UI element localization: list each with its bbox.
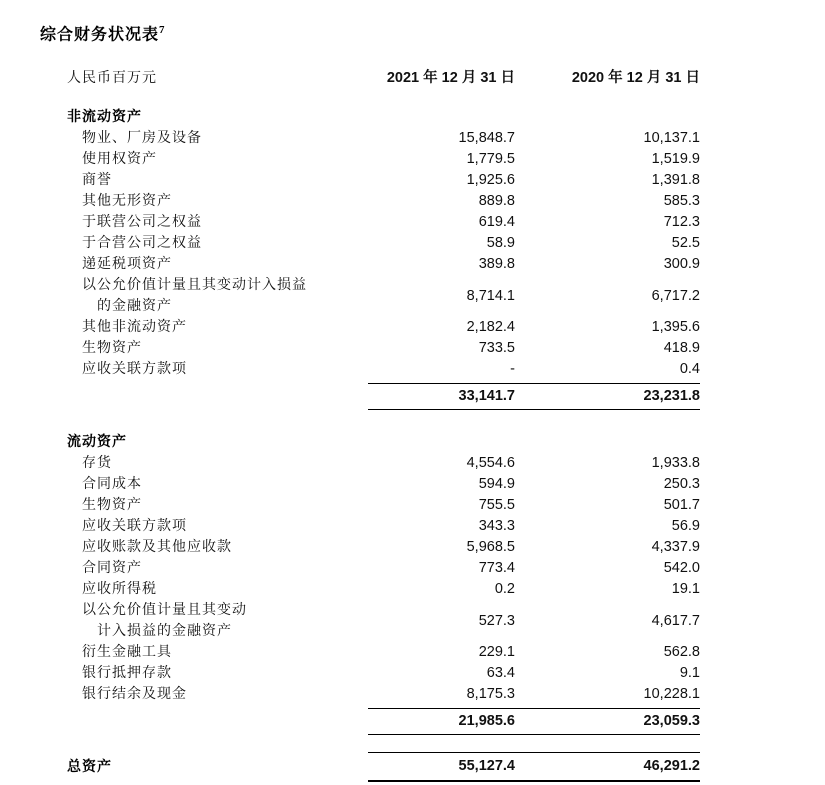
table-row <box>40 600 825 642</box>
table-row <box>40 663 825 684</box>
table-row <box>40 212 825 233</box>
row-label: 生物资产 <box>82 498 142 514</box>
row-label <box>40 600 368 642</box>
table-row <box>40 558 825 579</box>
value-2020: 250.3 <box>663 476 700 493</box>
page-title-text: 综合财务状况表 <box>40 26 160 44</box>
value-2021: 389.8 <box>478 256 515 273</box>
value-2021: 4,554.6 <box>466 455 515 472</box>
value-2020: 4,337.9 <box>651 539 700 556</box>
row-label: 物业、厂房及设备 <box>82 131 202 147</box>
row-label: 衍生金融工具 <box>82 645 172 661</box>
table-row <box>40 170 825 191</box>
value-2021: 63.4 <box>486 665 515 682</box>
value-2020: 4,617.7 <box>651 612 700 629</box>
unit-label: 人民币百万元 <box>67 71 157 87</box>
value-2021: 889.8 <box>478 193 515 210</box>
section-header-current-assets <box>40 432 825 453</box>
row-label-line2: 计入损益的金融资产 <box>97 624 232 640</box>
value-2021: 1,779.5 <box>466 151 515 168</box>
value-2020: 1,519.9 <box>651 151 700 168</box>
row-label: 应收关联方款项 <box>82 362 187 378</box>
total-2021: 55,127.4 <box>368 752 515 782</box>
value-2020: 10,228.1 <box>643 686 700 703</box>
table-row <box>40 191 825 212</box>
row-label-line2: 的金融资产 <box>97 299 172 315</box>
section-header-non-current-assets <box>40 107 825 128</box>
value-2020: 0.4 <box>679 361 700 378</box>
page-title <box>40 20 825 45</box>
value-2020: 9.1 <box>679 665 700 682</box>
value-2021: 0.2 <box>494 581 515 598</box>
table-row <box>40 128 825 149</box>
value-2021: 8,714.1 <box>466 287 515 304</box>
column-header-2021: 2021 年 12 月 31 日 <box>386 70 515 87</box>
value-2021: 58.9 <box>486 235 515 252</box>
total-label: 总资产 <box>67 759 112 775</box>
row-label <box>40 275 368 317</box>
value-2020: 1,395.6 <box>651 319 700 336</box>
row-label: 应收所得税 <box>82 582 157 598</box>
section-title: 流动资产 <box>67 435 127 451</box>
column-header-2020: 2020 年 12 月 31 日 <box>571 70 700 87</box>
section-title: 非流动资产 <box>67 110 142 126</box>
value-2020: 10,137.1 <box>643 130 700 147</box>
value-2021: 733.5 <box>478 340 515 357</box>
table-row <box>40 495 825 516</box>
value-2020: 418.9 <box>663 340 700 357</box>
row-label: 于合营公司之权益 <box>82 236 202 252</box>
value-2021: 229.1 <box>478 644 515 661</box>
value-2020: 501.7 <box>663 497 700 514</box>
value-2020: 300.9 <box>663 256 700 273</box>
row-label: 生物资产 <box>82 341 142 357</box>
value-2021: - <box>510 361 515 378</box>
value-2021: 2,182.4 <box>466 319 515 336</box>
row-label: 使用权资产 <box>82 152 157 168</box>
value-2021: 343.3 <box>478 518 515 535</box>
section-spacer <box>40 410 825 432</box>
table-row <box>40 359 825 380</box>
value-2021: 755.5 <box>478 497 515 514</box>
title-footnote: 7 <box>159 24 165 36</box>
table-row <box>40 579 825 600</box>
value-2021: 15,848.7 <box>458 130 515 147</box>
row-label: 存货 <box>82 456 112 472</box>
value-2021: 527.3 <box>478 612 515 629</box>
row-label: 其他无形资产 <box>82 194 172 210</box>
row-label: 应收账款及其他应收款 <box>82 540 232 556</box>
table-row <box>40 537 825 558</box>
value-2021: 5,968.5 <box>466 539 515 556</box>
table-row <box>40 275 825 317</box>
value-2020: 585.3 <box>663 193 700 210</box>
table-row <box>40 474 825 495</box>
row-label: 其他非流动资产 <box>82 320 187 336</box>
row-label: 合同资产 <box>82 561 142 577</box>
value-2021: 619.4 <box>478 214 515 231</box>
table-row <box>40 516 825 537</box>
table-row <box>40 233 825 254</box>
table-row <box>40 453 825 474</box>
row-label: 银行抵押存款 <box>82 666 172 682</box>
total-assets-row <box>40 752 825 782</box>
value-2021: 773.4 <box>478 560 515 577</box>
total-2020: 46,291.2 <box>515 752 700 782</box>
subtotal-2021: 33,141.7 <box>368 383 515 410</box>
value-2020: 19.1 <box>671 581 700 598</box>
table-row <box>40 642 825 663</box>
value-2020: 56.9 <box>671 518 700 535</box>
value-2020: 6,717.2 <box>651 287 700 304</box>
row-label: 于联营公司之权益 <box>82 215 202 231</box>
row-label: 合同成本 <box>82 477 142 493</box>
non-current-assets-subtotal-row <box>40 383 825 410</box>
value-2021: 594.9 <box>478 476 515 493</box>
subtotal-2020: 23,059.3 <box>515 708 700 735</box>
value-2021: 8,175.3 <box>466 686 515 703</box>
value-2020: 562.8 <box>663 644 700 661</box>
subtotal-2021: 21,985.6 <box>368 708 515 735</box>
value-2020: 1,933.8 <box>651 455 700 472</box>
row-label: 商誉 <box>82 173 112 189</box>
table-row <box>40 338 825 359</box>
row-label: 银行结余及现金 <box>82 687 187 703</box>
value-2021: 1,925.6 <box>466 172 515 189</box>
value-2020: 712.3 <box>663 214 700 231</box>
value-2020: 52.5 <box>671 235 700 252</box>
value-2020: 542.0 <box>663 560 700 577</box>
table-row <box>40 317 825 338</box>
table-header-row <box>40 68 825 89</box>
row-label-line1: 以公允价值计量且其变动 <box>82 603 247 619</box>
subtotal-2020: 23,231.8 <box>515 383 700 410</box>
row-label: 应收关联方款项 <box>82 519 187 535</box>
value-2020: 1,391.8 <box>651 172 700 189</box>
table-row <box>40 684 825 705</box>
row-label-line1: 以公允价值计量且其变动计入损益 <box>82 278 307 294</box>
table-row <box>40 254 825 275</box>
row-label: 递延税项资产 <box>82 257 172 273</box>
current-assets-subtotal-row <box>40 708 825 735</box>
table-row <box>40 149 825 170</box>
